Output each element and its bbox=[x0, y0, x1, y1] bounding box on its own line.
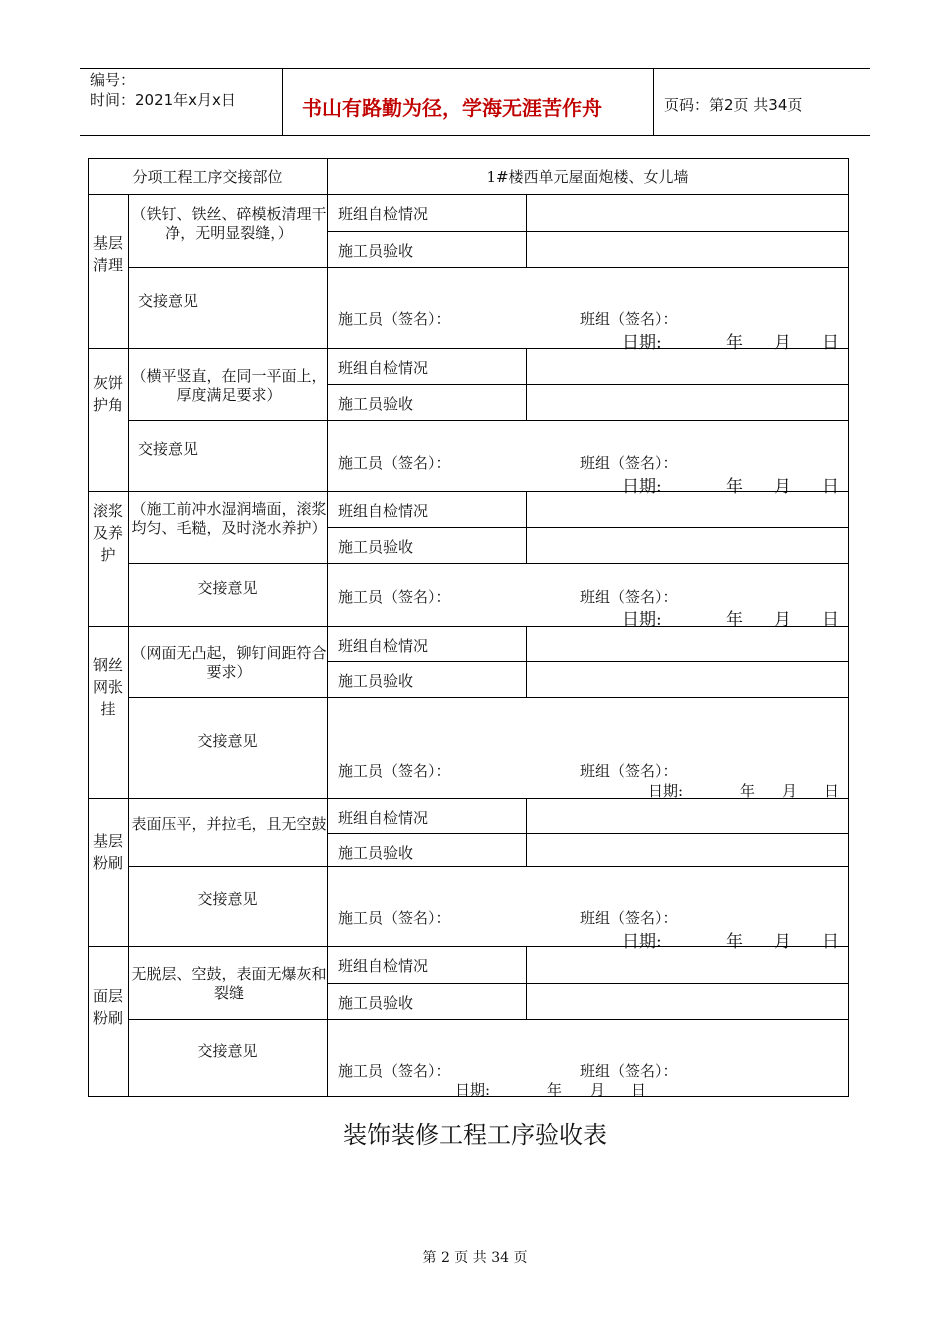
date-day: 日 bbox=[822, 333, 839, 353]
date-year: 年 bbox=[726, 932, 743, 952]
col-rule bbox=[526, 946, 527, 1019]
inspector-signature-label: 施工员（签名）： bbox=[338, 588, 451, 606]
self-check-label: 班组自检情况 bbox=[338, 502, 429, 520]
date-label: 日期: bbox=[622, 610, 662, 630]
row-rule bbox=[327, 527, 848, 528]
date-month: 月 bbox=[590, 1081, 606, 1099]
col-rule bbox=[526, 626, 527, 697]
team-signature-label: 班组（签名）： bbox=[580, 909, 678, 927]
date-day: 日 bbox=[822, 932, 839, 952]
handover-opinion-label: 交接意见 bbox=[197, 579, 258, 597]
date-label: 日期: bbox=[622, 932, 662, 952]
date-day: 日 bbox=[824, 782, 840, 800]
date-month: 月 bbox=[774, 932, 791, 952]
team-signature-label: 班组（签名）： bbox=[580, 1062, 678, 1080]
inspector-signature-label: 施工员（签名）： bbox=[338, 909, 451, 927]
inspector-signature-label: 施工员（签名）： bbox=[338, 310, 451, 328]
inspector-accept-field[interactable] bbox=[528, 529, 846, 561]
table-right-border bbox=[848, 158, 849, 1096]
table-left-border bbox=[88, 158, 89, 1096]
self-check-label: 班组自检情况 bbox=[338, 359, 429, 377]
section-description: （铁钉、铁丝、碎模板清理干净，无明显裂缝，） bbox=[131, 205, 327, 242]
section-rule bbox=[88, 491, 849, 492]
inspector-accept-field[interactable] bbox=[528, 835, 846, 864]
self-check-field[interactable] bbox=[528, 800, 846, 831]
inspector-accept-label: 施工员验收 bbox=[338, 395, 414, 413]
section-name: 基层清理 bbox=[92, 234, 123, 274]
inspector-signature-label: 施工员（签名）： bbox=[338, 1062, 451, 1080]
document-title: 装饰装修工程工序验收表 bbox=[343, 1121, 607, 1149]
date-year: 年 bbox=[740, 782, 756, 800]
handover-opinion-label: 交接意见 bbox=[138, 440, 199, 458]
row-rule bbox=[128, 1019, 848, 1020]
header-label-cell: 分项工程工序交接部位 bbox=[132, 168, 283, 186]
table-header-rule bbox=[88, 194, 849, 195]
date-month: 月 bbox=[782, 782, 798, 800]
self-check-label: 班组自检情况 bbox=[338, 809, 429, 827]
date-year: 年 bbox=[726, 610, 743, 630]
row-rule bbox=[327, 983, 848, 984]
team-signature-label: 班组（签名）： bbox=[580, 588, 678, 606]
row-rule bbox=[327, 833, 848, 834]
header-bottom-rule bbox=[80, 135, 870, 136]
date-label: 日期: bbox=[648, 782, 684, 800]
row-rule bbox=[128, 420, 848, 421]
section-rule bbox=[88, 626, 849, 627]
col-rule bbox=[526, 798, 527, 866]
inspector-accept-label: 施工员验收 bbox=[338, 538, 414, 556]
row-rule bbox=[327, 231, 848, 232]
section-description: （网面无凸起，铆钉间距符合要求） bbox=[131, 644, 327, 681]
date-month: 月 bbox=[774, 333, 791, 353]
header-page-info: 页码：第2页 共34页 bbox=[664, 96, 803, 114]
section-description: （施工前冲水湿润墙面，滚浆均匀、毛糙，及时浇水养护） bbox=[131, 500, 327, 537]
section-description: 表面压平，并拉毛，且无空鼓 bbox=[131, 815, 327, 833]
self-check-field[interactable] bbox=[528, 350, 846, 382]
inspector-signature-label: 施工员（签名）： bbox=[338, 762, 451, 780]
col-rule bbox=[128, 626, 129, 798]
row-rule bbox=[128, 866, 848, 867]
self-check-field[interactable] bbox=[528, 948, 846, 981]
row-rule bbox=[327, 384, 848, 385]
section-description: 无脱层、空鼓，表面无爆灰和裂缝 bbox=[131, 965, 327, 1002]
header-divider-1 bbox=[282, 68, 283, 135]
header-number: 编号： bbox=[90, 71, 136, 89]
inspector-accept-label: 施工员验收 bbox=[338, 672, 414, 690]
row-rule bbox=[128, 697, 848, 698]
col-rule bbox=[128, 194, 129, 348]
date-label: 日期: bbox=[622, 333, 662, 353]
row-rule bbox=[128, 267, 848, 268]
handover-opinion-label: 交接意见 bbox=[197, 732, 258, 750]
section-name: 滚浆及养护 bbox=[92, 502, 123, 564]
page-footer: 第 2 页 共 34 页 bbox=[422, 1250, 528, 1266]
date-year: 年 bbox=[547, 1081, 563, 1099]
date-month: 月 bbox=[774, 610, 791, 630]
col-rule bbox=[128, 491, 129, 626]
col-rule bbox=[128, 348, 129, 491]
handover-opinion-label: 交接意见 bbox=[197, 1042, 258, 1060]
header-value-cell: 1#楼西单元屋面炮楼、女儿墙 bbox=[486, 168, 689, 186]
self-check-label: 班组自检情况 bbox=[338, 957, 429, 975]
section-name: 基层粉刷 bbox=[92, 832, 123, 872]
inspector-accept-label: 施工员验收 bbox=[338, 242, 414, 260]
handover-opinion-label: 交接意见 bbox=[138, 292, 199, 310]
inspector-accept-label: 施工员验收 bbox=[338, 994, 414, 1012]
date-day: 日 bbox=[631, 1081, 647, 1099]
row-rule bbox=[327, 661, 848, 662]
section-rule bbox=[88, 798, 849, 799]
inspector-accept-label: 施工员验收 bbox=[338, 844, 414, 862]
col-rule bbox=[128, 798, 129, 946]
date-year: 年 bbox=[726, 333, 743, 353]
section-name: 面层粉刷 bbox=[92, 987, 123, 1027]
inspector-accept-field[interactable] bbox=[528, 663, 846, 695]
self-check-field[interactable] bbox=[528, 493, 846, 525]
date-label: 日期: bbox=[455, 1081, 491, 1099]
section-name: 灰饼护角 bbox=[92, 374, 123, 414]
inspector-accept-field[interactable] bbox=[528, 233, 846, 265]
section-rule bbox=[88, 946, 849, 947]
header-motto: 书山有路勤为径，学海无涯苦作舟 bbox=[302, 96, 602, 120]
inspector-accept-field[interactable] bbox=[528, 386, 846, 418]
date-day: 日 bbox=[822, 477, 839, 497]
self-check-label: 班组自检情况 bbox=[338, 637, 429, 655]
inspector-accept-field[interactable] bbox=[528, 985, 846, 1017]
self-check-field[interactable] bbox=[528, 196, 846, 229]
inspector-signature-label: 施工员（签名）： bbox=[338, 454, 451, 472]
section-rule bbox=[88, 348, 849, 349]
section-name: 钢丝网张挂 bbox=[92, 656, 123, 718]
date-month: 月 bbox=[774, 477, 791, 497]
team-signature-label: 班组（签名）： bbox=[580, 310, 678, 328]
date-label: 日期: bbox=[622, 477, 662, 497]
date-day: 日 bbox=[822, 610, 839, 630]
self-check-field[interactable] bbox=[528, 628, 846, 659]
team-signature-label: 班组（签名）： bbox=[580, 454, 678, 472]
row-rule bbox=[128, 563, 848, 564]
col-rule bbox=[526, 491, 527, 563]
header-time: 时间：2021年x月x日 bbox=[90, 91, 236, 109]
table-top-border bbox=[88, 158, 849, 159]
section-description: （横平竖直，在同一平面上，厚度满足要求） bbox=[131, 367, 327, 404]
col-rule bbox=[128, 946, 129, 1096]
self-check-label: 班组自检情况 bbox=[338, 205, 429, 223]
team-signature-label: 班组（签名）： bbox=[580, 762, 678, 780]
col-rule bbox=[526, 348, 527, 420]
col-rule bbox=[526, 194, 527, 267]
header-divider-2 bbox=[653, 68, 654, 135]
header-top-rule bbox=[80, 68, 870, 69]
date-year: 年 bbox=[726, 477, 743, 497]
handover-opinion-label: 交接意见 bbox=[197, 890, 258, 908]
